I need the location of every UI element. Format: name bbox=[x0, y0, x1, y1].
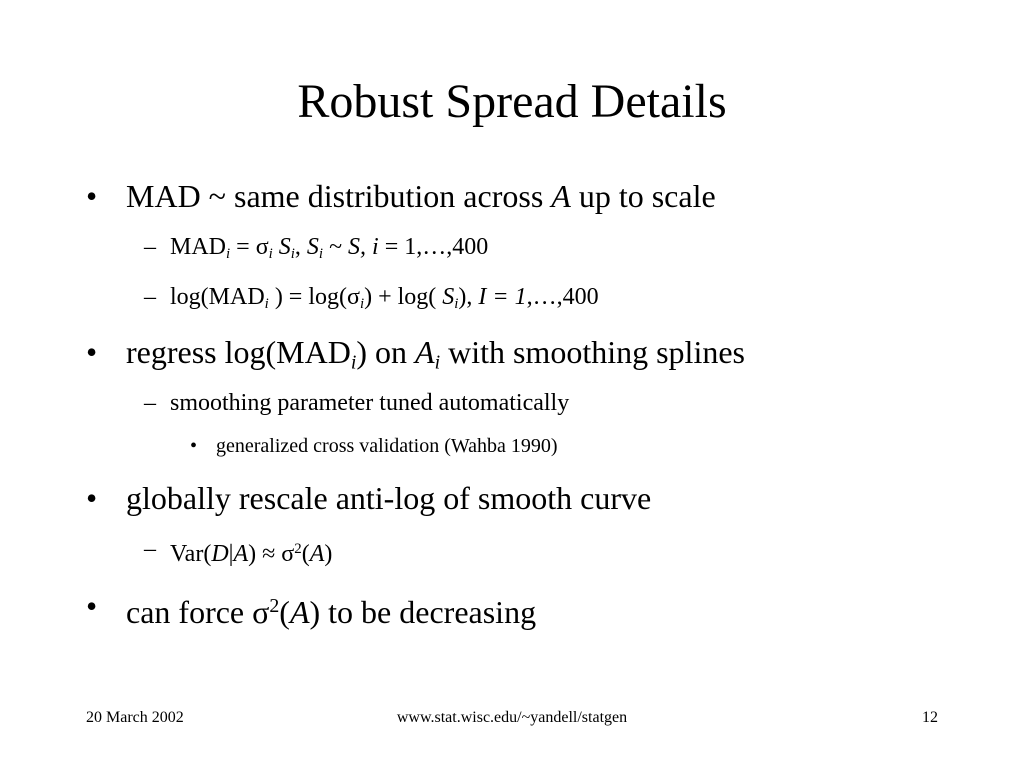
bullet-rescale: globally rescale anti-log of smooth curve bbox=[126, 480, 652, 516]
sub-bullet-log-formula: $\log(MAD_i$ ) = $\log(\sigma_i) + \log$( $S_i$), I = 1,…,400 bbox=[170, 284, 599, 313]
sub-bullet-mad-formula: $MAD_i = \sigma_i$ $S_i$, $S_i$ ~ S, i = 1,…,400 bbox=[170, 234, 489, 263]
sub-bullet-marker: – bbox=[144, 536, 156, 562]
sub-bullet-marker: – bbox=[144, 390, 156, 416]
bullet-mad-distribution: MAD ~ same distribution across A up to scale bbox=[126, 178, 716, 214]
sub-bullet-smoothing-parameter: smoothing parameter tuned automatically bbox=[170, 390, 570, 416]
footer-url: www.stat.wisc.edu/~yandell/statgen bbox=[396, 709, 628, 726]
sub-bullet-marker: – bbox=[144, 234, 156, 260]
bullet-marker: • bbox=[86, 480, 98, 516]
bullet-marker: • bbox=[86, 588, 98, 624]
bullet-regress: regress $\log(MAD_i)$ on $A_i$ with smoothing splines bbox=[126, 334, 745, 374]
footer-date: 20 March 2002 bbox=[86, 709, 184, 726]
slide-title: Robust Spread Details bbox=[297, 75, 727, 128]
bullet-force-decreasing: can force $\sigma^2(A)$ to be decreasing bbox=[126, 593, 537, 630]
bullet-marker: • bbox=[86, 178, 98, 214]
sub-bullet-variance: $Var(D|A) \approx \sigma^2(A)$ bbox=[170, 541, 333, 568]
sub-sub-bullet-marker: • bbox=[190, 435, 198, 457]
bullet-marker: • bbox=[86, 334, 98, 370]
sub-bullet-marker: – bbox=[144, 284, 156, 310]
footer-page-number: 12 bbox=[922, 709, 938, 726]
sub-sub-bullet-gcv: generalized cross validation (Wahba 1990) bbox=[216, 435, 558, 457]
